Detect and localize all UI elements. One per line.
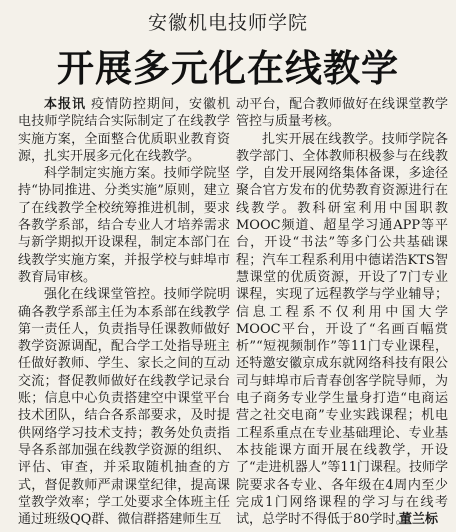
article-paragraph-text: 疫情防控期间，安徽机电技师学院结合实际制定了在线教学实施方案，全面整合优质职业教育资源，扎实开展多元化在线教学。 xyxy=(18,97,230,164)
headline: 开展多元化在线教学 xyxy=(57,47,399,90)
lead-label: 本报讯 xyxy=(44,97,86,112)
article-paragraph: 科学制定实施方案。技师学院坚持“协同推进、分类实施”原则，建立了在线教学全校统筹推进机制，要求各教学系部，结合专业人才培养需求与新学期拟开设课程，制定本部门在线教学实施方案，并报学校与蚌埠市教育局审核。 xyxy=(18,166,230,285)
author-byline: 董兰标 xyxy=(398,512,438,527)
article-column-right xyxy=(236,96,448,528)
article-paragraph: 扎实开展在线教学。技师学院各教学部门、全体教师积极参与在线教学，自发开展网络集体备课，多途径聚合官方发布的优势教育资源进行在线教学。教科研室利用中国职教MOOC频道、超星学习通APP等平台，开设“书法”等多门公共基础课程；汽车工程系利用中德诺浩KTS智慧课堂的优质资源，开设了7门专业课程，实现了远程教学与学业辅导；信息工程系不仅利用中国大学MOOC平台，开设了“名画百幅赏析”“短视频制作”等11门专业课程，还特邀安徽京成东就网络科技有限公司与蚌埠市后青春创客学院导师，为电子商务专业学生量身打造“电商运营之社交电商”专业实践课程；机电工程系重点在专业基础理论、专业基本技能课方面开展在线教学，开设了“走进机器人”等11门课程。技师学院要求各专业、各年级在4周内至少完成1门网络课程的学习与在线考试，总学时不得低于80学时。 xyxy=(236,131,448,528)
article-paragraph: 强化在线课堂管控。技师学院明确各教学系部主任为本系部在线教学第一责任人，负责指导任课教师做好教学资源调配，配合学工处指导班主任做好教师、学生、家长之间的互动交流；督促教师做好在线教学记录台账；信息中心负责搭建空中课堂平台技术团队，结合各系部要求，及时提供网络学习技术支持；教务处负责指导各系部加强在线教学资源的组织、评估、审查，并采取随机抽查的方式，督促教师严肃课堂纪律，提高课堂教学效率；学工处要求全体班主任通过班级QQ群、微信群搭建师生互 xyxy=(18,287,230,528)
kicker-title: 安徽机电技师学院 xyxy=(147,12,308,34)
article-paragraph-continued: 动平台，配合教师做好在线课堂教学管控与质量考核。 xyxy=(236,97,448,130)
article-column-left xyxy=(18,96,230,528)
article-paragraph xyxy=(18,96,230,165)
